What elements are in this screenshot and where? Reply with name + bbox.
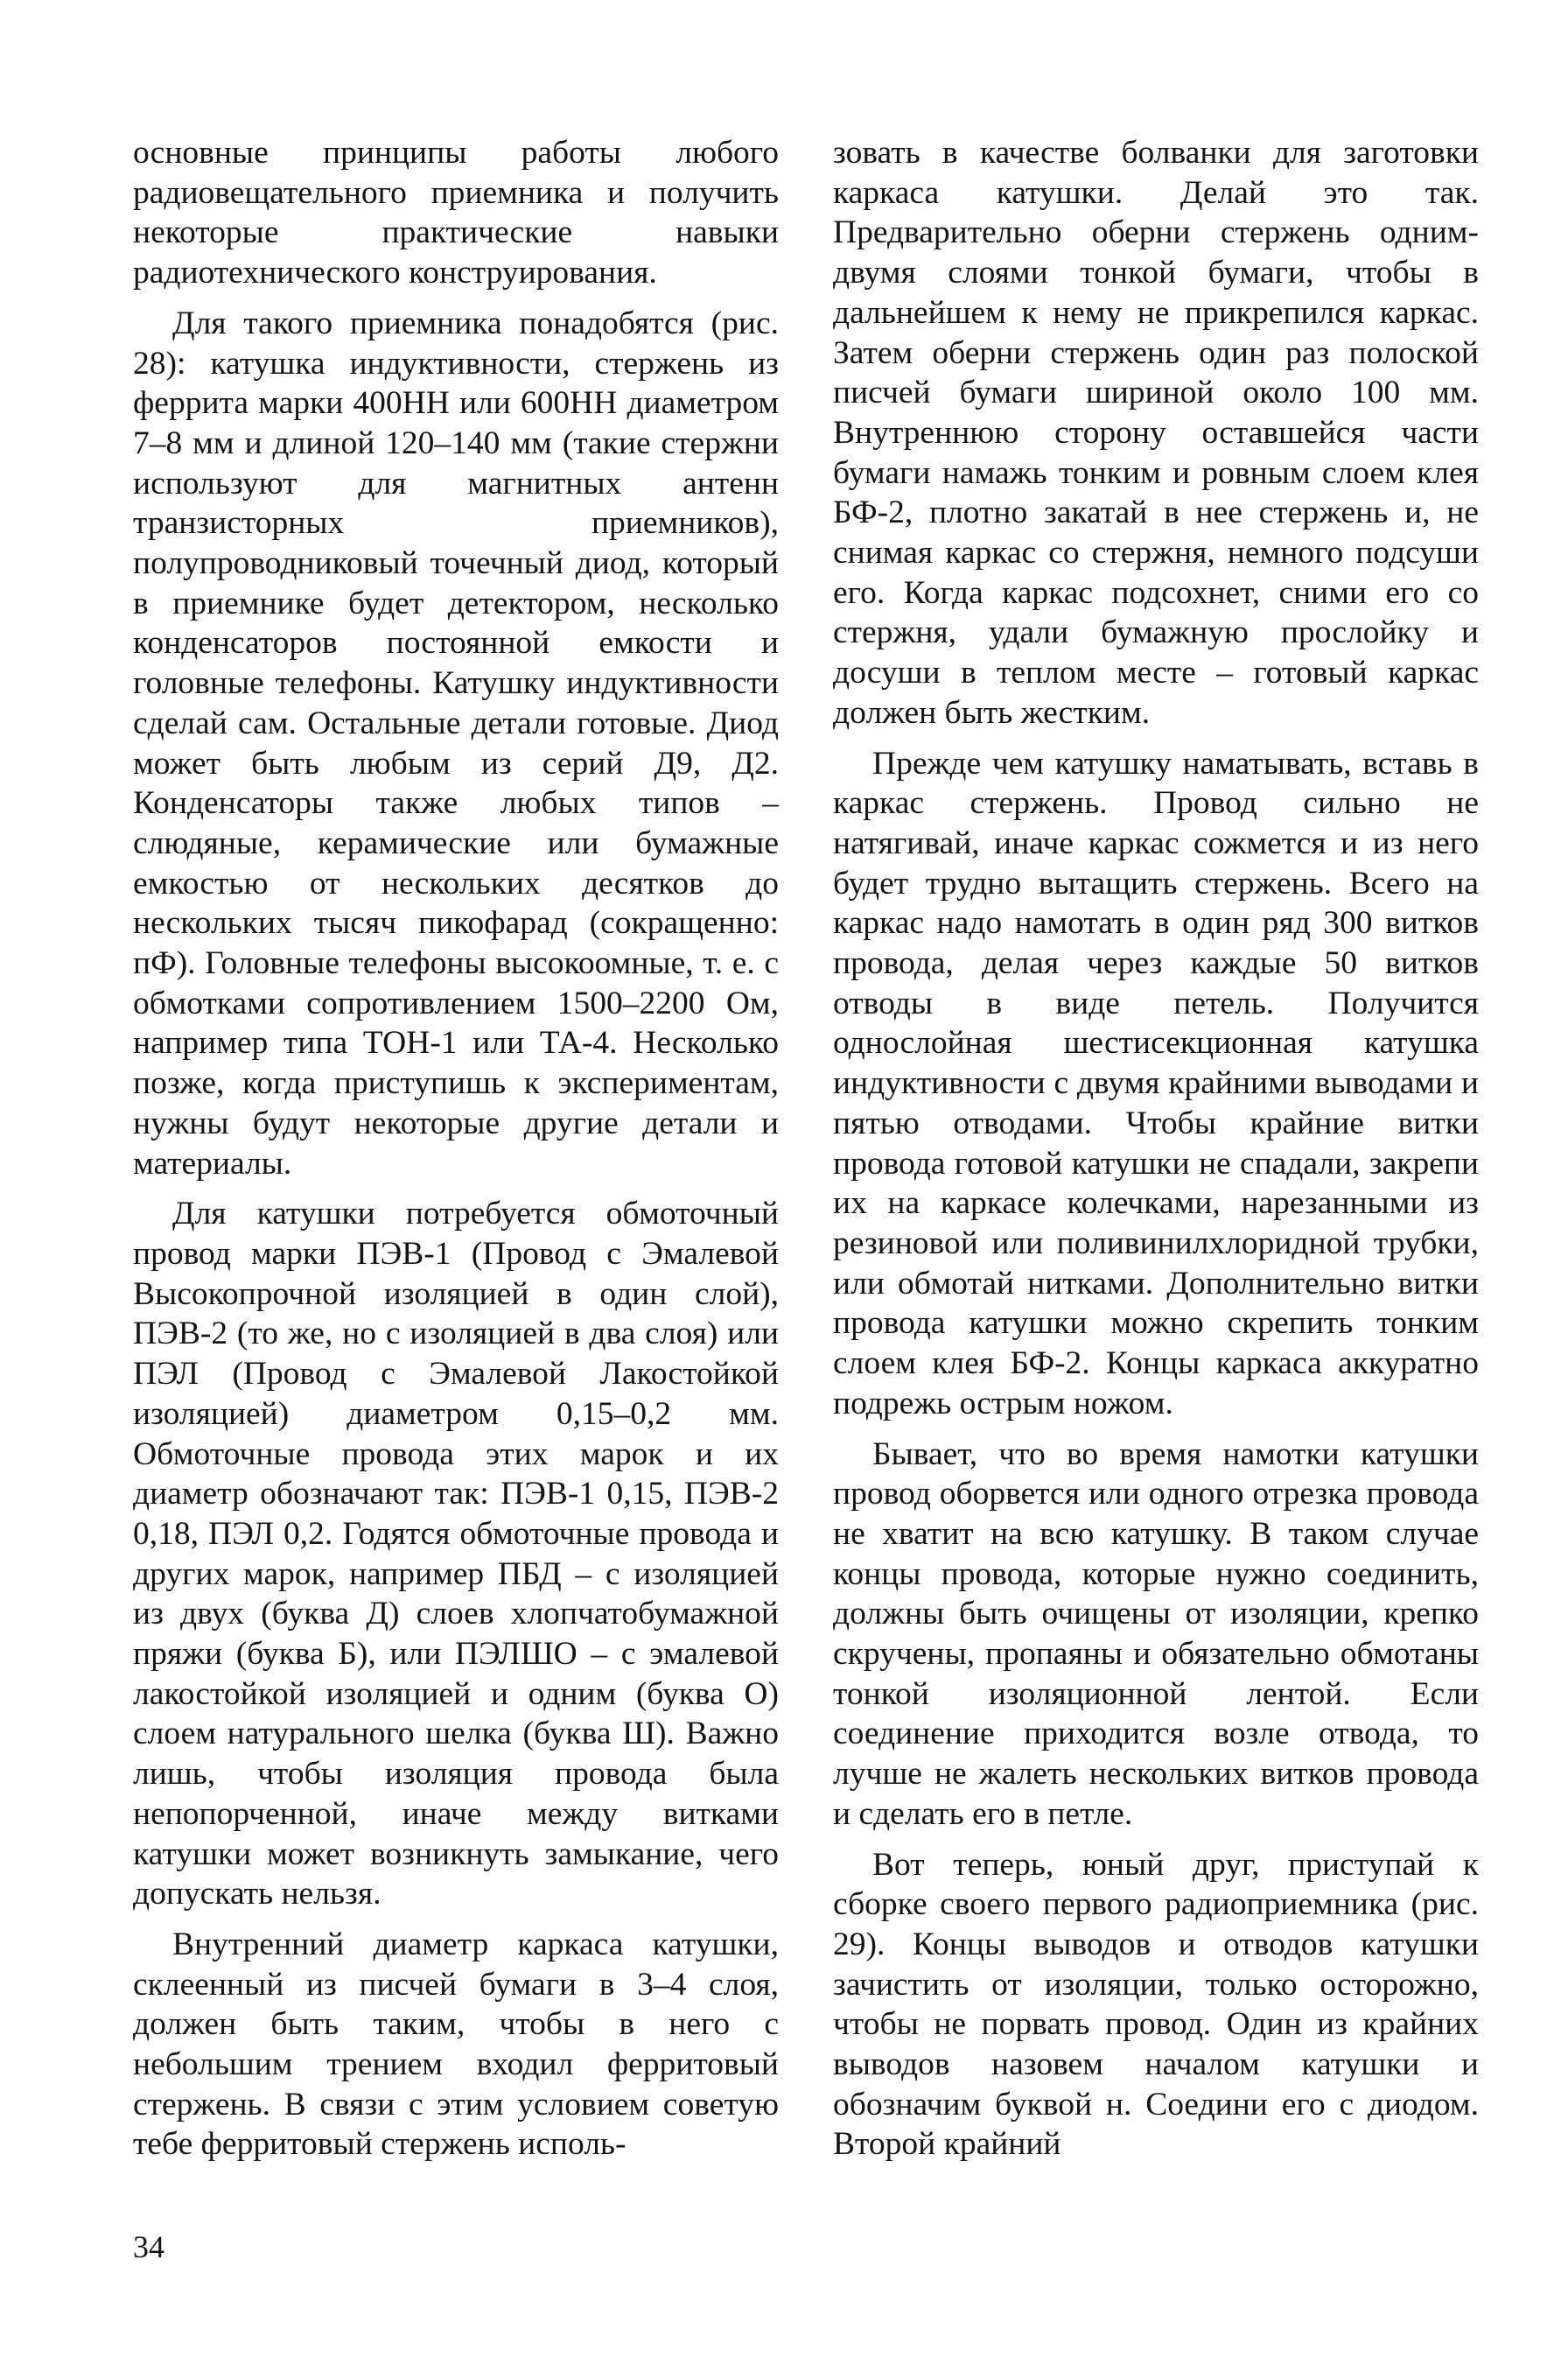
right-column [833, 133, 1479, 2165]
paragraph: Для такого приемника понадобятся (рис. 28): катушка индуктивности, стержень из феррита марки 400НН или 600НН диаметром 7–8 мм и длиной 120–140 мм (такие стержни используют для магнитных антенн транзисторных приемников), полупроводниковый точечный диод, который в приемнике будет детектором, несколько конденсаторов постоянной емкости и головные телефоны. Катушку индуктивности сделай сам. Остальные детали готовые. Диод может быть любым из серий Д9, Д2. Конденсаторы также любых типов – слюдяные, керамические или бумажные емкостью от нескольких десятков до нескольких тысяч пикофарад (сокращенно: пФ). Головные телефоны высокоомные, т. е. с обмотками сопротивлением 1500–2200 Ом, например типа ТОН-1 или ТА-4. Несколько позже, когда приступишь к экспериментам, нужны будут некоторые другие детали и материалы. [133, 305, 779, 1182]
paragraph: Бывает, что во время намотки катушки провод оборвется или одного отрезка провода не хватит на всю катушку. В таком случае концы провода, которые нужно соединить, должны быть очищены от изоляции, крепко скручены, пропаяны и обязательно обмотаны тонкой изоляционной лентой. Если соединение приходится возле отвода, то лучше не жалеть нескольких витков провода и сделать его в петле. [833, 1435, 1479, 1832]
paragraph: Для катушки потребуется обмоточный провод марки ПЭВ-1 (Провод с Эмалевой Высокопрочной изоляцией в один слой), ПЭВ-2 (то же, но с изоляцией в два слоя) или ПЭЛ (Провод с Эмалевой Лакостойкой изоляцией) диаметром 0,15–0,2 мм. Обмоточные провода этих марок и их диаметр обозначают так: ПЭВ-1 0,15, ПЭВ-2 0,18, ПЭЛ 0,2. Годятся обмоточные провода и других марок, например ПБД – с изоляцией из двух (буква Д) слоев хлопчатобумажной пряжи (буква Б), или ПЭЛШО – с эмалевой лакостойкой изоляцией и одним (буква О) слоем натурального шелка (буква Ш). Важно лишь, чтобы изоляция провода была непопорченной, иначе между витками катушки может возникнуть замыкание, чего допускать нельзя. [133, 1196, 779, 1912]
left-column [133, 133, 779, 2165]
paragraph: Внутренний диаметр каркаса катушки, склеенный из писчей бумаги в 3–4 слоя, должен быть таким, чтобы в него с небольшим трением входил ферритовый стержень. В связи с этим условием советую тебе ферритовый стержень исполь- [133, 1926, 779, 2163]
paragraph: зовать в качестве болванки для заготовки каркаса катушки. Делай это так. Предварительно оберни стержень одним-двумя слоями тонкой бумаги, чтобы в дальнейшем к нему не прикрепился каркас. Затем оберни стержень один раз полоской писчей бумаги шириной около 100 мм. Внутреннюю сторону оставшейся части бумаги намажь тонким и ровным слоем клея БФ-2, плотно закатай в нее стержень и, не снимая каркас со стержня, немного подсуши его. Когда каркас подсохнет, сними его со стержня, удали бумажную прослойку и досуши в теплом месте – готовый каркас должен быть жестким. [833, 135, 1479, 731]
page-number: 34 [133, 2229, 164, 2264]
paragraph: Вот теперь, юный друг, приступай к сборке своего первого радиоприемника (рис. 29). Концы выводов и отводов катушки зачистить от изоляции, только осторожно, чтобы не порвать провод. Один из крайних выводов назовем началом катушки и обозначим буквой н. Соедини его с диодом. Второй крайний [833, 1846, 1479, 2163]
paragraph: Прежде чем катушку наматывать, вставь в каркас стержень. Провод сильно не натягивай, иначе каркас сожмется и из него будет трудно вытащить стержень. Всего на каркас надо намотать в один ряд 300 витков провода, делая через каждые 50 витков отводы в виде петель. Получится однослойная шестисекционная катушка индуктивности с двумя крайними выводами и пятью отводами. Чтобы крайние витки провода готовой катушки не спадали, закрепи их на каркасе колечками, нарезанными из резиновой или поливинилхлоридной трубки, или обмотай нитками. Дополнительно витки провода катушки можно скрепить тонким слоем клея БФ-2. Концы каркаса аккуратно подрежь острым ножом. [833, 745, 1479, 1421]
paragraph: основные принципы работы любого радиовещательного приемника и получить некоторые практические навыки радиотехнического конструирования. [133, 135, 779, 291]
